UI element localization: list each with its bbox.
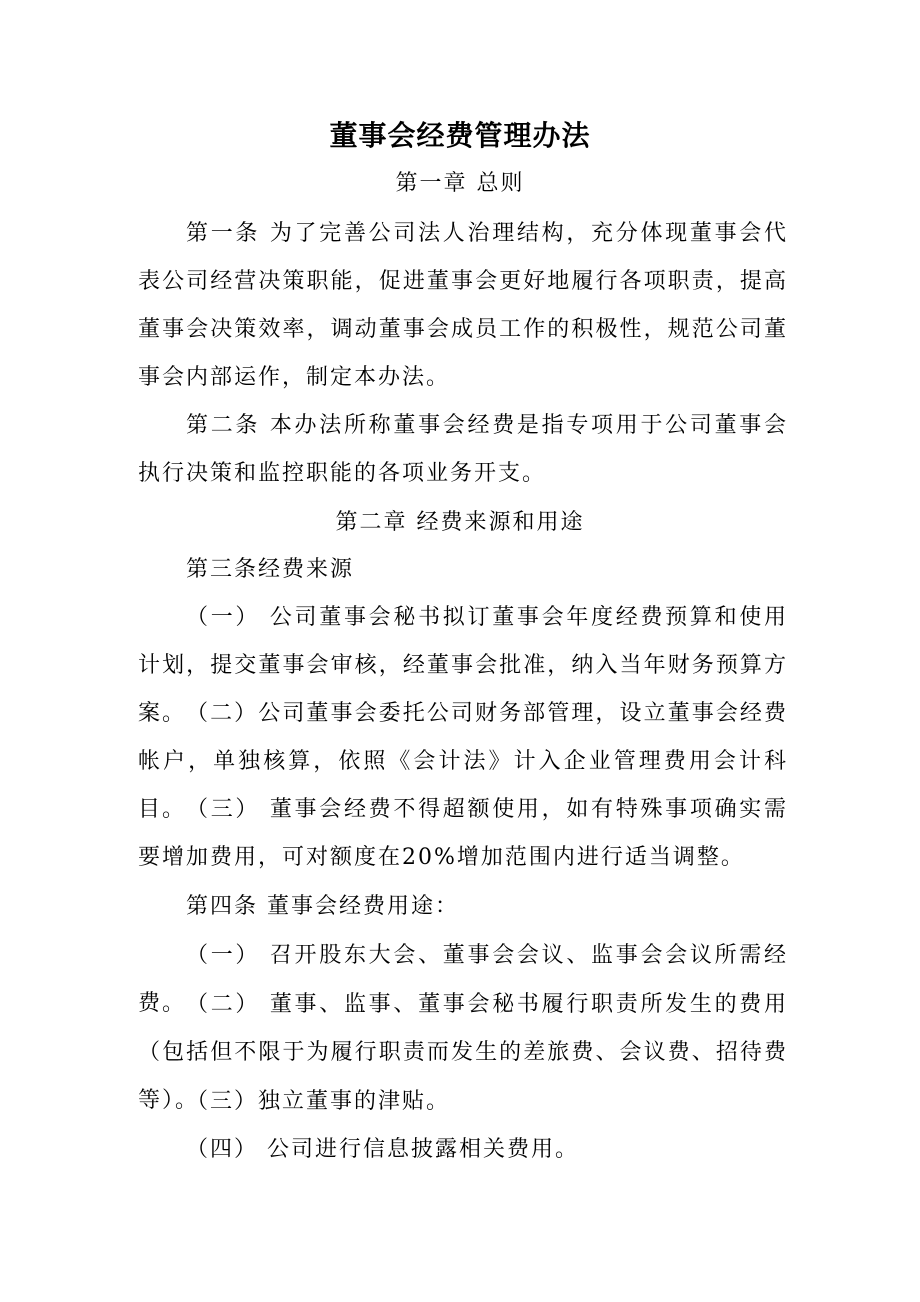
article-3-item-3: （三） 董事会经费不得超额使用，如有特殊事项确实需要增加费用，可对额度在20%增加范围内进行适当调整。 xyxy=(138,797,788,870)
article-4-title: 第四条 董事会经费用途： xyxy=(186,894,459,919)
article-4-item-3: （三）独立董事的津贴。 xyxy=(186,1089,451,1114)
article-4-item-1: （一） 召开股东大会、董事会会议、监事会会议所需经费。 xyxy=(138,943,788,1016)
document-title: 董事会经费管理办法 xyxy=(329,119,591,152)
article-3-title: 第三条经费来源 xyxy=(186,557,355,582)
article-1: 第一条 为了完善公司法人治理结构，充分体现董事会代表公司经营决策职能，促进董事会更好地履行各项职责，提高董事会决策效率，调动董事会成员工作的积极性，规范公司董事会内部运作，制定本办法。 xyxy=(138,221,788,390)
chapter-1-heading: 第一章 总则 xyxy=(395,171,525,196)
article-4-item-2: （二） 董事、监事、董事会秘书履行职责所发生的费用（包括但不限于为履行职责而发生的差旅费、会议费、招待费等）。 xyxy=(138,992,788,1113)
article-3-item-2: （二）公司董事会委托公司财务部管理，设立董事会经费帐户，单独核算，依照《会计法》计入企业管理费用会计科目。 xyxy=(138,701,788,822)
article-2: 第二条 本办法所称董事会经费是指专项用于公司董事会执行决策和监控职能的各项业务开支。 xyxy=(138,413,788,486)
article-3-item-1: （一） 公司董事会秘书拟订董事会年度经费预算和使用计划，提交董事会审核，经董事会批准，纳入当年财务预算方案。 xyxy=(138,605,788,726)
article-4-item-4: （四） 公司进行信息披露相关费用。 xyxy=(186,1137,579,1162)
chapter-2-heading: 第二章 经费来源和用途 xyxy=(335,510,585,535)
